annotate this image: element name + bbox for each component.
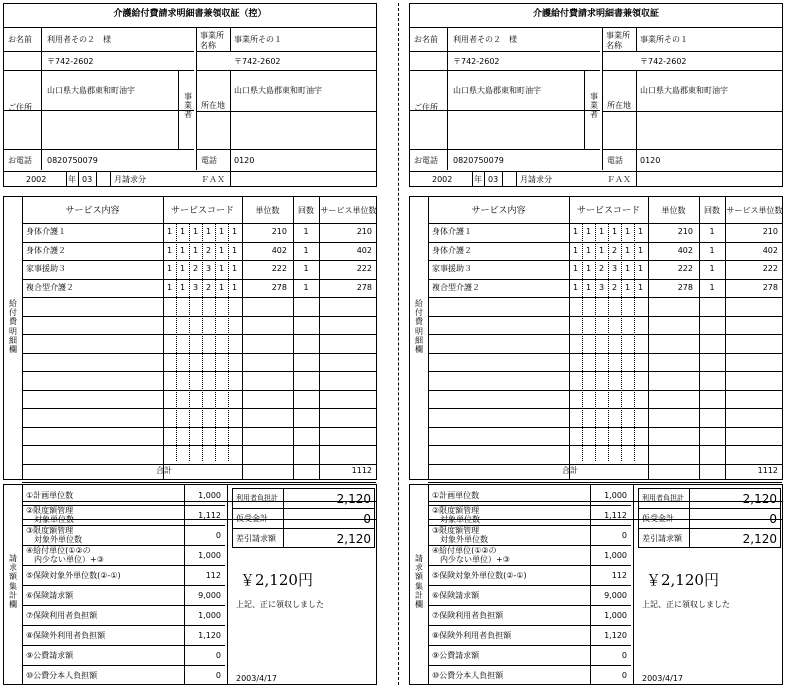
summary-label: 対象外単位数 xyxy=(432,535,488,544)
phone-label: お電話 xyxy=(414,156,438,165)
postal-code: 〒742-2602 xyxy=(47,57,94,66)
summary-label: ⑦保険利用者負担額 xyxy=(26,611,98,620)
service-code-digit: 1 xyxy=(232,282,238,292)
provider-label-1: 事業所 xyxy=(200,31,224,40)
receipt-date: 2003/4/17 xyxy=(642,674,684,683)
fax-label: ＦＡＸ xyxy=(201,175,225,184)
service-code-digit: 1 xyxy=(219,282,225,292)
summary-value: 1,112 xyxy=(198,511,221,520)
provider-label-2: 名称 xyxy=(200,41,216,50)
service-total: 402 xyxy=(356,245,372,255)
billing-total-label: 利用者負担計 xyxy=(642,494,684,502)
service-units: 402 xyxy=(271,245,287,255)
service-name: 家事援助３ xyxy=(432,264,472,273)
service-code-digit: 1 xyxy=(167,282,173,292)
amount-received: ￥2,120円 xyxy=(646,571,719,589)
services-section xyxy=(409,196,783,480)
summary-label: 対象単位数 xyxy=(432,515,480,524)
service-code-digit: 3 xyxy=(193,282,199,292)
service-name: 身体介護１ xyxy=(432,227,472,236)
summary-value: 112 xyxy=(611,571,627,580)
service-name: 身体介護１ xyxy=(26,227,66,236)
col-service-name: サービス内容 xyxy=(471,206,526,216)
service-count: 1 xyxy=(303,282,309,292)
recipient-label: お名前 xyxy=(414,35,438,44)
service-code-digit: 1 xyxy=(167,227,173,236)
service-units: 278 xyxy=(271,282,287,292)
service-total: 278 xyxy=(356,282,372,292)
col-service-code: サービスコード xyxy=(576,206,640,216)
address: 山口県大島郡東和町油宇 xyxy=(453,86,541,95)
service-code-digit: 3 xyxy=(206,264,212,273)
service-total: 222 xyxy=(356,264,372,273)
amount-received: ￥2,120円 xyxy=(240,571,313,589)
service-total: 210 xyxy=(762,227,778,236)
service-code-digit: 1 xyxy=(232,264,238,273)
service-name: 複合型介護２ xyxy=(432,282,480,292)
summary-value: 112 xyxy=(205,571,221,580)
provider-name: 事業所その１ xyxy=(234,35,282,44)
summary-value: 1,000 xyxy=(604,491,627,500)
summary-label: ④給付単位(①②の xyxy=(432,546,497,555)
summary-label: 対象単位数 xyxy=(26,515,74,524)
month-label: 月請求分 xyxy=(114,175,146,184)
service-code-digit: 1 xyxy=(625,282,631,292)
col-service-code: サービスコード xyxy=(170,206,234,216)
col-service-units: サービス単位数 xyxy=(726,206,783,215)
service-code-digit: 1 xyxy=(638,245,644,255)
year-value: 2002 xyxy=(432,175,453,184)
service-units: 210 xyxy=(677,227,693,236)
service-code-digit: 1 xyxy=(586,282,592,292)
service-code-digit: 1 xyxy=(232,245,238,255)
billing-total-value: 2,120 xyxy=(336,492,371,506)
service-code-digit: 1 xyxy=(612,227,618,236)
phone-value: 0820750079 xyxy=(453,156,504,165)
services-side-label: 給 付 費 明 細 欄 xyxy=(9,299,17,354)
service-code-digit: 1 xyxy=(193,245,199,255)
summary-label: ③限度額管理 xyxy=(26,526,74,535)
location-label: 所在地 xyxy=(607,101,631,110)
service-code-digit: 1 xyxy=(232,227,238,236)
receipt-copy xyxy=(3,3,377,685)
phone-value: 0820750079 xyxy=(47,156,98,165)
receipt-date: 2003/4/17 xyxy=(236,674,278,683)
service-units: 222 xyxy=(677,264,693,273)
summary-side-label: 請 求 額 集 計 欄 xyxy=(415,554,423,609)
summary-side-label: 請 求 額 集 計 欄 xyxy=(9,554,17,609)
summary-value: 1,000 xyxy=(604,551,627,560)
service-code-digit: 2 xyxy=(206,282,212,292)
summary-value: 1,120 xyxy=(604,631,627,640)
location-label: 所在地 xyxy=(201,101,225,110)
summary-value: 9,000 xyxy=(604,591,627,600)
summary-label: ⑥保険請求額 xyxy=(26,591,74,600)
summary-section xyxy=(3,484,377,685)
net-label: 差引請求額 xyxy=(236,534,276,543)
summary-value: 0 xyxy=(215,531,221,540)
service-code-digit: 3 xyxy=(612,264,618,273)
net-label: 差引請求額 xyxy=(642,534,682,543)
service-name: 複合型介護２ xyxy=(26,282,74,292)
total-label: 合計 xyxy=(156,466,172,475)
service-total: 278 xyxy=(762,282,778,292)
service-code-digit: 1 xyxy=(219,245,225,255)
service-units: 222 xyxy=(271,264,287,273)
col-units: 単位数 xyxy=(661,206,686,215)
provider-postal: 〒742-2602 xyxy=(234,57,281,66)
service-code-digit: 2 xyxy=(612,282,618,292)
service-code-digit: 1 xyxy=(573,264,579,273)
service-count: 1 xyxy=(303,245,309,255)
month-value: 03 xyxy=(488,175,499,184)
billing-total-label: 利用者負担計 xyxy=(236,494,278,502)
summary-label: 対象外単位数 xyxy=(26,535,82,544)
advance-label: 仮受金計 xyxy=(236,514,268,523)
receipt-copy xyxy=(409,3,783,685)
service-code-digit: 1 xyxy=(219,227,225,236)
service-units: 210 xyxy=(271,227,287,236)
receipt-text: 上記、正に領収しました xyxy=(642,600,730,609)
service-code-digit: 1 xyxy=(638,264,644,273)
service-total: 210 xyxy=(356,227,372,236)
total-value: 1112 xyxy=(351,466,372,475)
summary-label: ⑨公費請求額 xyxy=(432,651,480,660)
form-title: 介護給付費請求明細書兼領収証 xyxy=(532,9,659,19)
summary-value: 0 xyxy=(215,671,221,680)
service-code-digit: 1 xyxy=(180,282,186,292)
billing-total-value: 2,120 xyxy=(742,492,777,506)
service-code-digit: 1 xyxy=(180,227,186,236)
summary-value: 1,000 xyxy=(604,611,627,620)
provider-name: 事業所その１ xyxy=(640,35,688,44)
summary-label: ①計画単位数 xyxy=(432,491,480,500)
service-count: 1 xyxy=(303,227,309,236)
advance-value: 0 xyxy=(769,512,777,526)
service-units: 278 xyxy=(677,282,693,292)
service-count: 1 xyxy=(709,245,715,255)
col-service-name: サービス内容 xyxy=(65,206,120,216)
service-code-digit: 1 xyxy=(167,264,173,273)
service-code-digit: 1 xyxy=(586,227,592,236)
tel-value: 0120 xyxy=(640,156,661,165)
summary-value: 0 xyxy=(621,671,627,680)
services-side-label: 給 付 費 明 細 欄 xyxy=(415,299,423,354)
service-count: 1 xyxy=(303,264,309,273)
service-name: 身体介護２ xyxy=(432,245,472,255)
month-label: 月請求分 xyxy=(520,175,552,184)
fax-label: ＦＡＸ xyxy=(607,175,631,184)
summary-label: 内少ない単位）+③ xyxy=(26,555,104,564)
header-section xyxy=(409,3,783,187)
col-count: 回数 xyxy=(298,206,314,215)
summary-value: 1,112 xyxy=(604,511,627,520)
service-code-digit: 1 xyxy=(625,264,631,273)
service-code-digit: 1 xyxy=(573,227,579,236)
receipt-text: 上記、正に領収しました xyxy=(236,600,324,609)
phone-label: お電話 xyxy=(8,156,32,165)
service-code-digit: 1 xyxy=(638,227,644,236)
summary-value: 1,120 xyxy=(198,631,221,640)
service-code-digit: 1 xyxy=(625,245,631,255)
service-total: 402 xyxy=(762,245,778,255)
service-code-digit: 2 xyxy=(193,264,199,273)
summary-value: 1,000 xyxy=(198,551,221,560)
summary-label: ⑧保険外利用者負担額 xyxy=(432,631,512,640)
service-code-digit: 1 xyxy=(599,227,605,236)
summary-value: 0 xyxy=(621,531,627,540)
year-label: 年 xyxy=(474,175,482,184)
tel-value: 0120 xyxy=(234,156,255,165)
net-value: 2,120 xyxy=(742,532,777,546)
summary-label: ⑩公費分本人負担額 xyxy=(26,671,98,680)
summary-label: ⑦保険利用者負担額 xyxy=(432,611,504,620)
summary-label: ③限度額管理 xyxy=(432,526,480,535)
summary-label: ②限度額管理 xyxy=(26,506,74,515)
summary-label: ④給付単位(①②の xyxy=(26,546,91,555)
col-service-units: サービス単位数 xyxy=(320,206,377,215)
service-count: 1 xyxy=(709,264,715,273)
totals-panel xyxy=(232,488,375,548)
service-code-digit: 2 xyxy=(206,245,212,255)
advance-value: 0 xyxy=(363,512,371,526)
tel-label: 電話 xyxy=(201,156,217,165)
summary-label: ⑧保険外利用者負担額 xyxy=(26,631,106,640)
service-code-digit: 1 xyxy=(206,227,212,236)
service-name: 身体介護２ xyxy=(26,245,66,255)
service-code-digit: 1 xyxy=(586,245,592,255)
service-code-digit: 1 xyxy=(573,282,579,292)
service-code-digit: 1 xyxy=(193,227,199,236)
service-code-digit: 2 xyxy=(612,245,618,255)
summary-label: 内少ない単位）+③ xyxy=(432,555,510,564)
summary-label: ⑥保険請求額 xyxy=(432,591,480,600)
postal-code: 〒742-2602 xyxy=(453,57,500,66)
summary-label: ②限度額管理 xyxy=(432,506,480,515)
total-label: 合計 xyxy=(562,466,578,475)
provider-side-label: 事 業 者 xyxy=(184,92,192,120)
recipient-name: 利用者その２ 様 xyxy=(47,35,111,44)
year-label: 年 xyxy=(68,175,76,184)
summary-label: ⑨公費請求額 xyxy=(26,651,74,660)
header-section xyxy=(3,3,377,187)
advance-label: 仮受金計 xyxy=(642,514,674,523)
col-units: 単位数 xyxy=(255,206,280,215)
year-value: 2002 xyxy=(26,175,47,184)
provider-postal: 〒742-2602 xyxy=(640,57,687,66)
address: 山口県大島郡東和町油宇 xyxy=(47,86,135,95)
recipient-name: 利用者その２ 様 xyxy=(453,35,517,44)
service-name: 家事援助３ xyxy=(26,264,66,273)
provider-side-label: 事 業 者 xyxy=(590,92,598,120)
service-count: 1 xyxy=(709,282,715,292)
summary-label: ⑤保険対象外単位数(②-①) xyxy=(26,571,121,580)
summary-label: ⑩公費分本人負担額 xyxy=(432,671,504,680)
service-code-digit: 1 xyxy=(167,245,173,255)
address-label: ご住所 xyxy=(414,103,438,112)
service-code-digit: 3 xyxy=(599,282,605,292)
provider-label-2: 名称 xyxy=(606,41,622,50)
provider-label-1: 事業所 xyxy=(606,31,630,40)
service-code-digit: 1 xyxy=(599,245,605,255)
service-count: 1 xyxy=(709,227,715,236)
service-code-digit: 1 xyxy=(573,245,579,255)
service-total: 222 xyxy=(762,264,778,273)
totals-panel xyxy=(638,488,781,548)
service-code-digit: 1 xyxy=(219,264,225,273)
address-label: ご住所 xyxy=(8,103,32,112)
provider-address: 山口県大島郡東和町油宇 xyxy=(640,86,728,95)
service-code-digit: 1 xyxy=(638,282,644,292)
form-title: 介護給付費請求明細書兼領収証（控） xyxy=(113,9,267,19)
service-code-digit: 2 xyxy=(599,264,605,273)
summary-value: 0 xyxy=(215,651,221,660)
total-value: 1112 xyxy=(757,466,778,475)
net-value: 2,120 xyxy=(336,532,371,546)
provider-address: 山口県大島郡東和町油宇 xyxy=(234,86,322,95)
service-code-digit: 1 xyxy=(625,227,631,236)
summary-value: 1,000 xyxy=(198,611,221,620)
summary-label: ①計画単位数 xyxy=(26,491,74,500)
col-count: 回数 xyxy=(704,206,720,215)
month-value: 03 xyxy=(82,175,93,184)
summary-value: 9,000 xyxy=(198,591,221,600)
service-code-digit: 1 xyxy=(180,264,186,273)
service-code-digit: 1 xyxy=(586,264,592,273)
summary-value: 0 xyxy=(621,651,627,660)
summary-label: ⑤保険対象外単位数(②-①) xyxy=(432,571,527,580)
summary-value: 1,000 xyxy=(198,491,221,500)
recipient-label: お名前 xyxy=(8,35,32,44)
cut-line xyxy=(398,3,399,685)
service-code-digit: 1 xyxy=(180,245,186,255)
services-section xyxy=(3,196,377,480)
tel-label: 電話 xyxy=(607,156,623,165)
service-units: 402 xyxy=(677,245,693,255)
summary-section xyxy=(409,484,783,685)
